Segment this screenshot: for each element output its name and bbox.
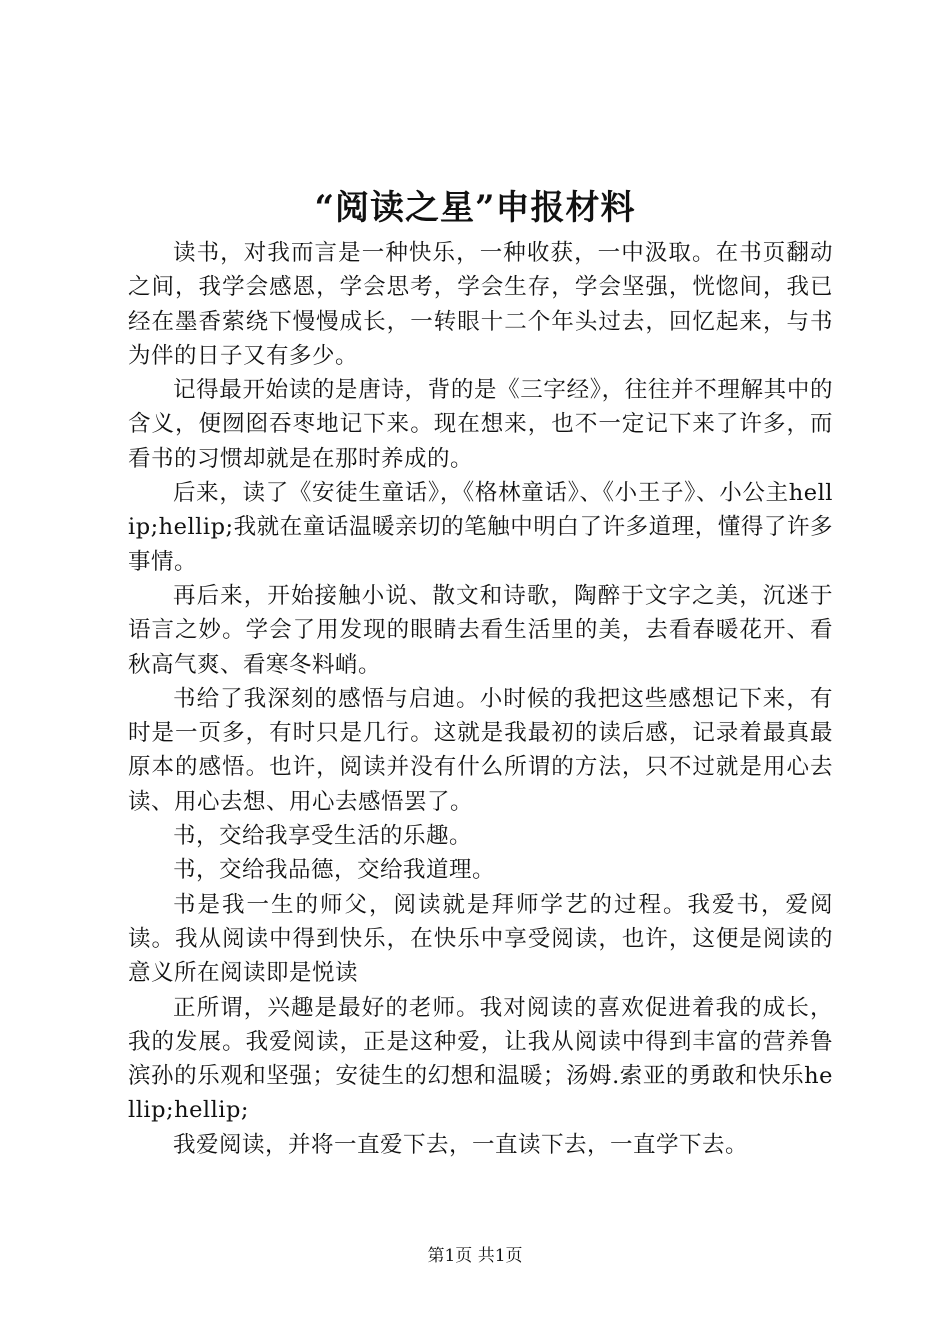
paragraph-7: 书，交给我品德，交给我道理。 <box>173 857 496 884</box>
paragraph-4: 再后来，开始接触小说、散文和诗歌，陶醉于文字之美，沉迷于语言之妙。学会了用发现的眼睛去看生活里的美，去看春暖花开、看秋高气爽、看寒冬料峭。 <box>128 582 833 678</box>
paragraph-10: 我爱阅读，并将一直爱下去，一直读下去，一直学下去。 <box>173 1131 749 1158</box>
paragraph-2: 记得最开始读的是唐诗，背的是《三字经》，往往并不理解其中的含义，便囫囵吞枣地记下来。现在想来，也不一定记下来了许多，而看书的习惯却就是在那时养成的。 <box>128 377 833 472</box>
paragraph-6: 书，交给我享受生活的乐趣。 <box>173 823 473 850</box>
page-footer: 第1页 共1页 <box>427 1246 523 1266</box>
document-body <box>128 236 833 1162</box>
document-title: “阅读之星”申报材料 <box>314 188 636 228</box>
paragraph-9: 正所谓，兴趣是最好的老师。我对阅读的喜欢促进着我的成长，我的发展。我爱阅读，正是这种爱，让我从阅读中得到丰富的营养鲁滨孙的乐观和坚强；安徒生的幻想和温暖；汤姆.索亚的勇敢和快乐hellip;hellip; <box>128 994 833 1124</box>
paragraph-3: 后来，读了《安徒生童话》，《格林童话》、《小王子》、小公主hellip;hellip;我就在童话温暖亲切的笔触中明白了许多道理，懂得了许多事情。 <box>128 480 833 575</box>
paragraph-5: 书给了我深刻的感悟与启迪。小时候的我把这些感想记下来，有时是一页多，有时只是几行。这就是我最初的读后感，记录着最真最原本的感悟。也许，阅读并没有什么所谓的方法，只不过就是用心去读、用心去想、用心去感悟罢了。 <box>128 685 833 815</box>
paragraph-1: 读书，对我而言是一种快乐，一种收获，一中汲取。在书页翻动之间，我学会感恩，学会思考，学会生存，学会坚强，恍惚间，我已经在墨香萦绕下慢慢成长，一转眼十二个年头过去，回忆起来，与书为伴的日子又有多少。 <box>128 240 833 369</box>
paragraph-8: 书是我一生的师父，阅读就是拜师学艺的过程。我爱书，爱阅读。我从阅读中得到快乐，在快乐中享受阅读，也许，这便是阅读的意义所在阅读即是悦读 <box>128 891 833 987</box>
